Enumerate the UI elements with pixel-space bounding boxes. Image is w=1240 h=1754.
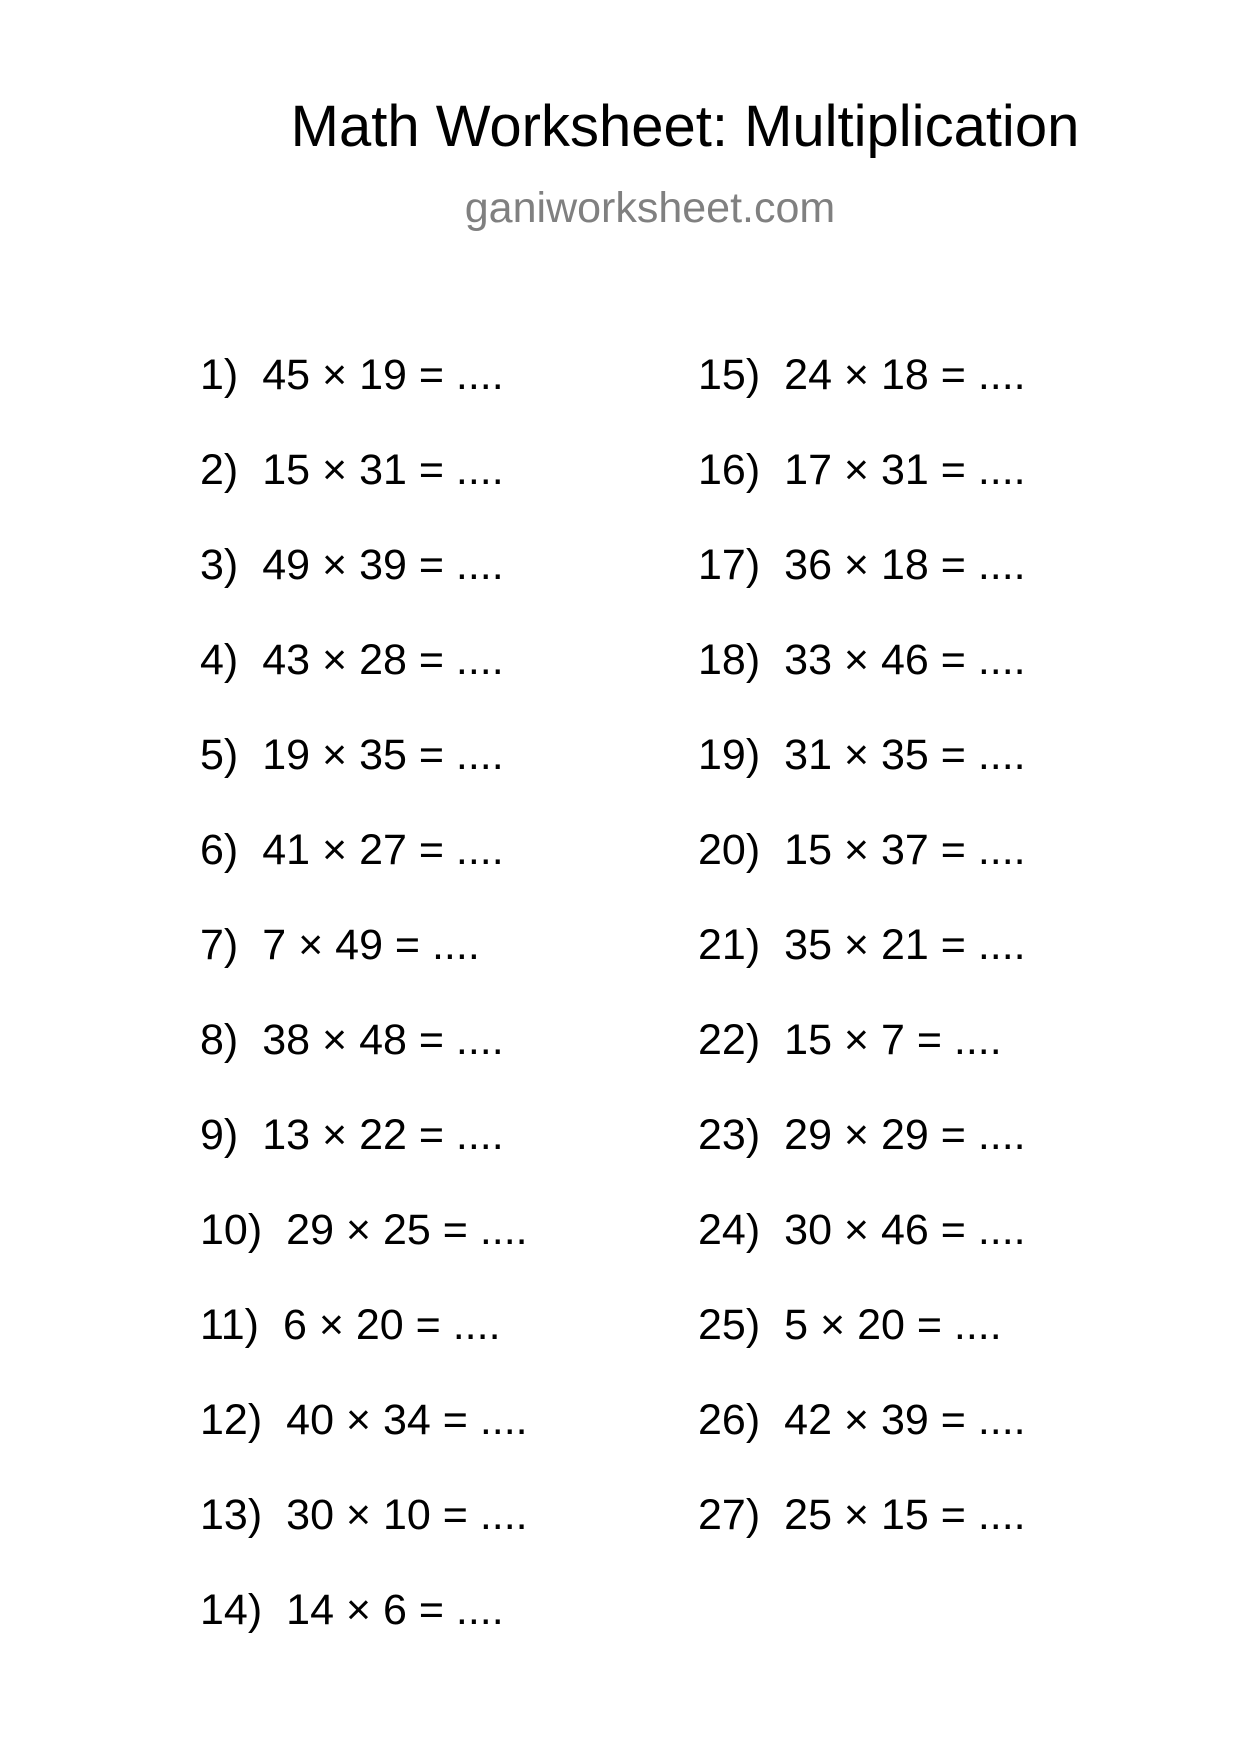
problem-number: 19): [698, 731, 761, 779]
problem-expression: 15 × 7 = ....: [784, 1016, 1002, 1064]
problem-item: [698, 923, 1026, 1018]
problem-number: 21): [698, 921, 761, 969]
problem-item: [200, 353, 528, 448]
problem-item: [200, 638, 528, 733]
problem-expression: 24 × 18 = ....: [784, 351, 1026, 399]
problem-number: 15): [698, 351, 761, 399]
problem-expression: 29 × 29 = ....: [784, 1111, 1026, 1159]
problem-number: 5): [200, 731, 239, 779]
problem-number: 22): [698, 1016, 761, 1064]
problem-expression: 7 × 49 = ....: [262, 921, 480, 969]
problem-expression: 35 × 21 = ....: [784, 921, 1026, 969]
problem-number: 1): [200, 351, 239, 399]
problem-expression: 33 × 46 = ....: [784, 636, 1026, 684]
problem-number: 11): [200, 1301, 259, 1349]
problem-item: [698, 1493, 1026, 1588]
problem-number: 27): [698, 1491, 761, 1539]
problem-item: [698, 448, 1026, 543]
problem-number: 7): [200, 921, 239, 969]
problem-expression: 36 × 18 = ....: [784, 541, 1026, 589]
problem-expression: 30 × 10 = ....: [286, 1491, 528, 1539]
problem-item: [200, 733, 528, 828]
problem-number: 20): [698, 826, 761, 874]
problem-item: [698, 1303, 1026, 1398]
problem-item: [698, 1018, 1026, 1113]
problem-number: 18): [698, 636, 761, 684]
problem-item: [698, 638, 1026, 733]
problem-number: 9): [200, 1111, 239, 1159]
problem-item: [200, 1303, 528, 1398]
problem-item: [698, 733, 1026, 828]
problem-column-left: [200, 353, 528, 1683]
problem-expression: 42 × 39 = ....: [784, 1396, 1026, 1444]
problem-item: [200, 543, 528, 638]
problem-column-right: [698, 353, 1026, 1588]
worksheet-source: ganiworksheet.com: [464, 184, 836, 232]
problem-expression: 40 × 34 = ....: [286, 1396, 528, 1444]
problem-expression: 17 × 31 = ....: [784, 446, 1026, 494]
problem-number: 12): [200, 1396, 263, 1444]
worksheet-title: Math Worksheet: Multiplication: [290, 94, 1080, 159]
problem-number: 3): [200, 541, 239, 589]
problem-number: 17): [698, 541, 761, 589]
problem-expression: 43 × 28 = ....: [262, 636, 504, 684]
problem-item: [698, 1208, 1026, 1303]
problem-expression: 29 × 25 = ....: [286, 1206, 528, 1254]
problem-number: 23): [698, 1111, 761, 1159]
problem-number: 10): [200, 1206, 263, 1254]
problem-item: [200, 1208, 528, 1303]
problem-expression: 38 × 48 = ....: [262, 1016, 504, 1064]
problem-number: 16): [698, 446, 761, 494]
problem-item: [698, 1113, 1026, 1208]
problem-expression: 15 × 31 = ....: [262, 446, 504, 494]
problem-expression: 14 × 6 = ....: [286, 1586, 504, 1634]
problem-item: [200, 1398, 528, 1493]
problem-item: [200, 1018, 528, 1113]
problem-expression: 45 × 19 = ....: [262, 351, 504, 399]
problem-expression: 49 × 39 = ....: [262, 541, 504, 589]
problem-expression: 41 × 27 = ....: [262, 826, 504, 874]
problem-number: 8): [200, 1016, 239, 1064]
problem-number: 6): [200, 826, 239, 874]
problem-number: 2): [200, 446, 239, 494]
problem-expression: 25 × 15 = ....: [784, 1491, 1026, 1539]
problem-number: 24): [698, 1206, 761, 1254]
problem-item: [698, 353, 1026, 448]
problem-expression: 6 × 20 = ....: [282, 1301, 501, 1349]
problem-item: [698, 828, 1026, 923]
problem-item: [200, 923, 528, 1018]
problem-item: [200, 828, 528, 923]
problem-expression: 13 × 22 = ....: [262, 1111, 504, 1159]
problem-expression: 30 × 46 = ....: [784, 1206, 1026, 1254]
problem-expression: 31 × 35 = ....: [784, 731, 1026, 779]
problem-item: [200, 1113, 528, 1208]
problem-expression: 19 × 35 = ....: [262, 731, 504, 779]
problem-number: 25): [698, 1301, 761, 1349]
problem-item: [698, 1398, 1026, 1493]
problem-number: 26): [698, 1396, 761, 1444]
problem-item: [698, 543, 1026, 638]
problem-item: [200, 448, 528, 543]
problem-number: 13): [200, 1491, 263, 1539]
problem-number: 4): [200, 636, 239, 684]
problem-item: [200, 1493, 528, 1588]
problem-expression: 15 × 37 = ....: [784, 826, 1026, 874]
problem-item: [200, 1588, 528, 1683]
problem-expression: 5 × 20 = ....: [784, 1301, 1002, 1349]
problem-number: 14): [200, 1586, 263, 1634]
